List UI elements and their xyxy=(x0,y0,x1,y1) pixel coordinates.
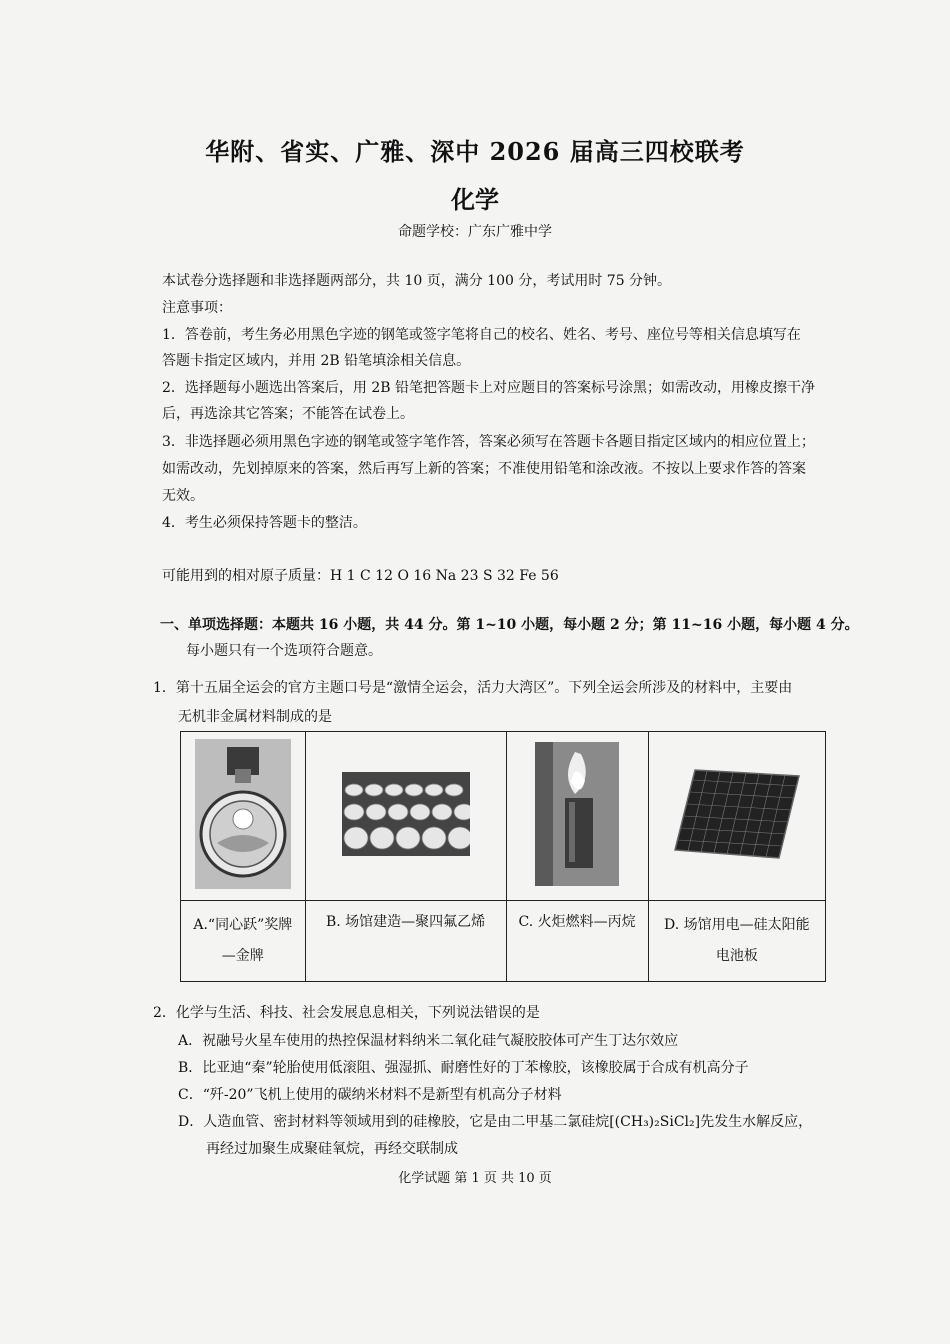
medal-icon xyxy=(195,739,291,889)
question-2-option-c: C．“歼-20”飞机上使用的碳纳米材料不是新型有机高分子材料 xyxy=(178,1087,562,1103)
ptfe-roof-image xyxy=(305,732,506,901)
option-a-caption xyxy=(181,901,306,982)
roof-membrane-icon xyxy=(342,772,470,856)
torch-icon xyxy=(535,742,619,886)
option-d-line-2: 电池板 xyxy=(715,948,758,964)
question-1-stem-line-2: 无机非金属材料制成的是 xyxy=(178,709,332,725)
question-2-stem: 2．化学与生活、科技、社会发展息息相关，下列说法错误的是 xyxy=(153,1005,540,1021)
option-c-caption xyxy=(506,901,648,982)
subject-title: 化学 xyxy=(451,185,499,214)
option-c-line-1: C. 火炬燃料—丙烷 xyxy=(518,914,636,930)
exam-title: 华附、省实、广雅、深中 2026 届高三四校联考 xyxy=(205,137,745,166)
question-2-option-b: B．比亚迪“秦”轮胎使用低滚阻、强湿抓、耐磨性好的丁苯橡胶，该橡胶属于合成有机高分子 xyxy=(178,1060,749,1076)
note-3-line-2: 如需改动，先划掉原来的答案，然后再写上新的答案；不准使用铅笔和涂改液。不按以上要求作答的答案 xyxy=(162,461,806,477)
notes-heading: 注意事项： xyxy=(162,300,232,316)
setter-school: 命题学校：广东广雅中学 xyxy=(398,224,552,240)
page-footer: 化学试题 第 1 页 共 10 页 xyxy=(398,1171,552,1186)
question-2-option-d-line-1: D．人造血管、密封材料等领域用到的硅橡胶，它是由二甲基二氯硅烷[(CH₃)₂SiCl₂]先发生水解反应， xyxy=(178,1114,813,1130)
note-1-line-1: 1．答卷前，考生务必用黑色字迹的钢笔或签字笔将自己的校名、姓名、考号、座位号等相关信息填写在 xyxy=(162,327,801,343)
note-3-line-1: 3．非选择题必须用黑色字迹的钢笔或签字笔作答，答案必须写在答题卡各题目指定区域内的相应位置上； xyxy=(162,434,815,450)
option-d-line-1: D. 场馆用电—硅太阳能 xyxy=(664,917,810,933)
note-2-line-1: 2．选择题每小题选出答案后，用 2B 铅笔把答题卡上对应题目的答案标号涂黑；如需改动，用橡皮擦干净 xyxy=(162,380,816,396)
question-1-stem-line-1: 1．第十五届全运会的官方主题口号是“激情全运会，活力大湾区”。下列全运会所涉及的材料中，主要由 xyxy=(153,680,793,696)
exam-intro: 本试卷分选择题和非选择题两部分，共 10 页，满分 100 分，考试用时 75 分钟。 xyxy=(162,273,672,289)
solar-panel-image xyxy=(648,732,825,901)
option-d-caption xyxy=(648,901,825,982)
question-2-option-d-line-2: 再经过加聚生成聚硅氧烷，再经交联制成 xyxy=(206,1141,458,1157)
note-4: 4．考生必须保持答题卡的整洁。 xyxy=(162,515,367,531)
section-1-line-1: 一、单项选择题：本题共 16 小题，共 44 分。第 1~10 小题，每小题 2 分；第 11~16 小题，每小题 4 分。 xyxy=(160,617,859,633)
note-1-line-2: 答题卡指定区域内，并用 2B 铅笔填涂相关信息。 xyxy=(162,353,471,369)
section-1-line-2: 每小题只有一个选项符合题意。 xyxy=(186,643,382,659)
solar-panel-icon xyxy=(673,766,801,862)
option-b-caption xyxy=(305,901,506,982)
question-1-options-table xyxy=(180,731,826,982)
gold-medal-image xyxy=(181,732,306,901)
option-a-line-2: —金牌 xyxy=(221,948,264,964)
question-2-option-a: A．祝融号火星车使用的热控保温材料纳米二氧化硅气凝胶胶体可产生丁达尔效应 xyxy=(178,1033,679,1049)
torch-image xyxy=(506,732,648,901)
atomic-masses: 可能用到的相对原子质量：H 1 C 12 O 16 Na 23 S 32 Fe 56 xyxy=(162,568,559,584)
option-b-line-1: B. 场馆建造—聚四氟乙烯 xyxy=(325,914,486,930)
note-3-line-3: 无效。 xyxy=(162,488,204,504)
option-a-line-1: A.“同心跃”奖牌 xyxy=(193,917,293,933)
note-2-line-2: 后，再选涂其它答案；不能答在试卷上。 xyxy=(162,406,414,422)
